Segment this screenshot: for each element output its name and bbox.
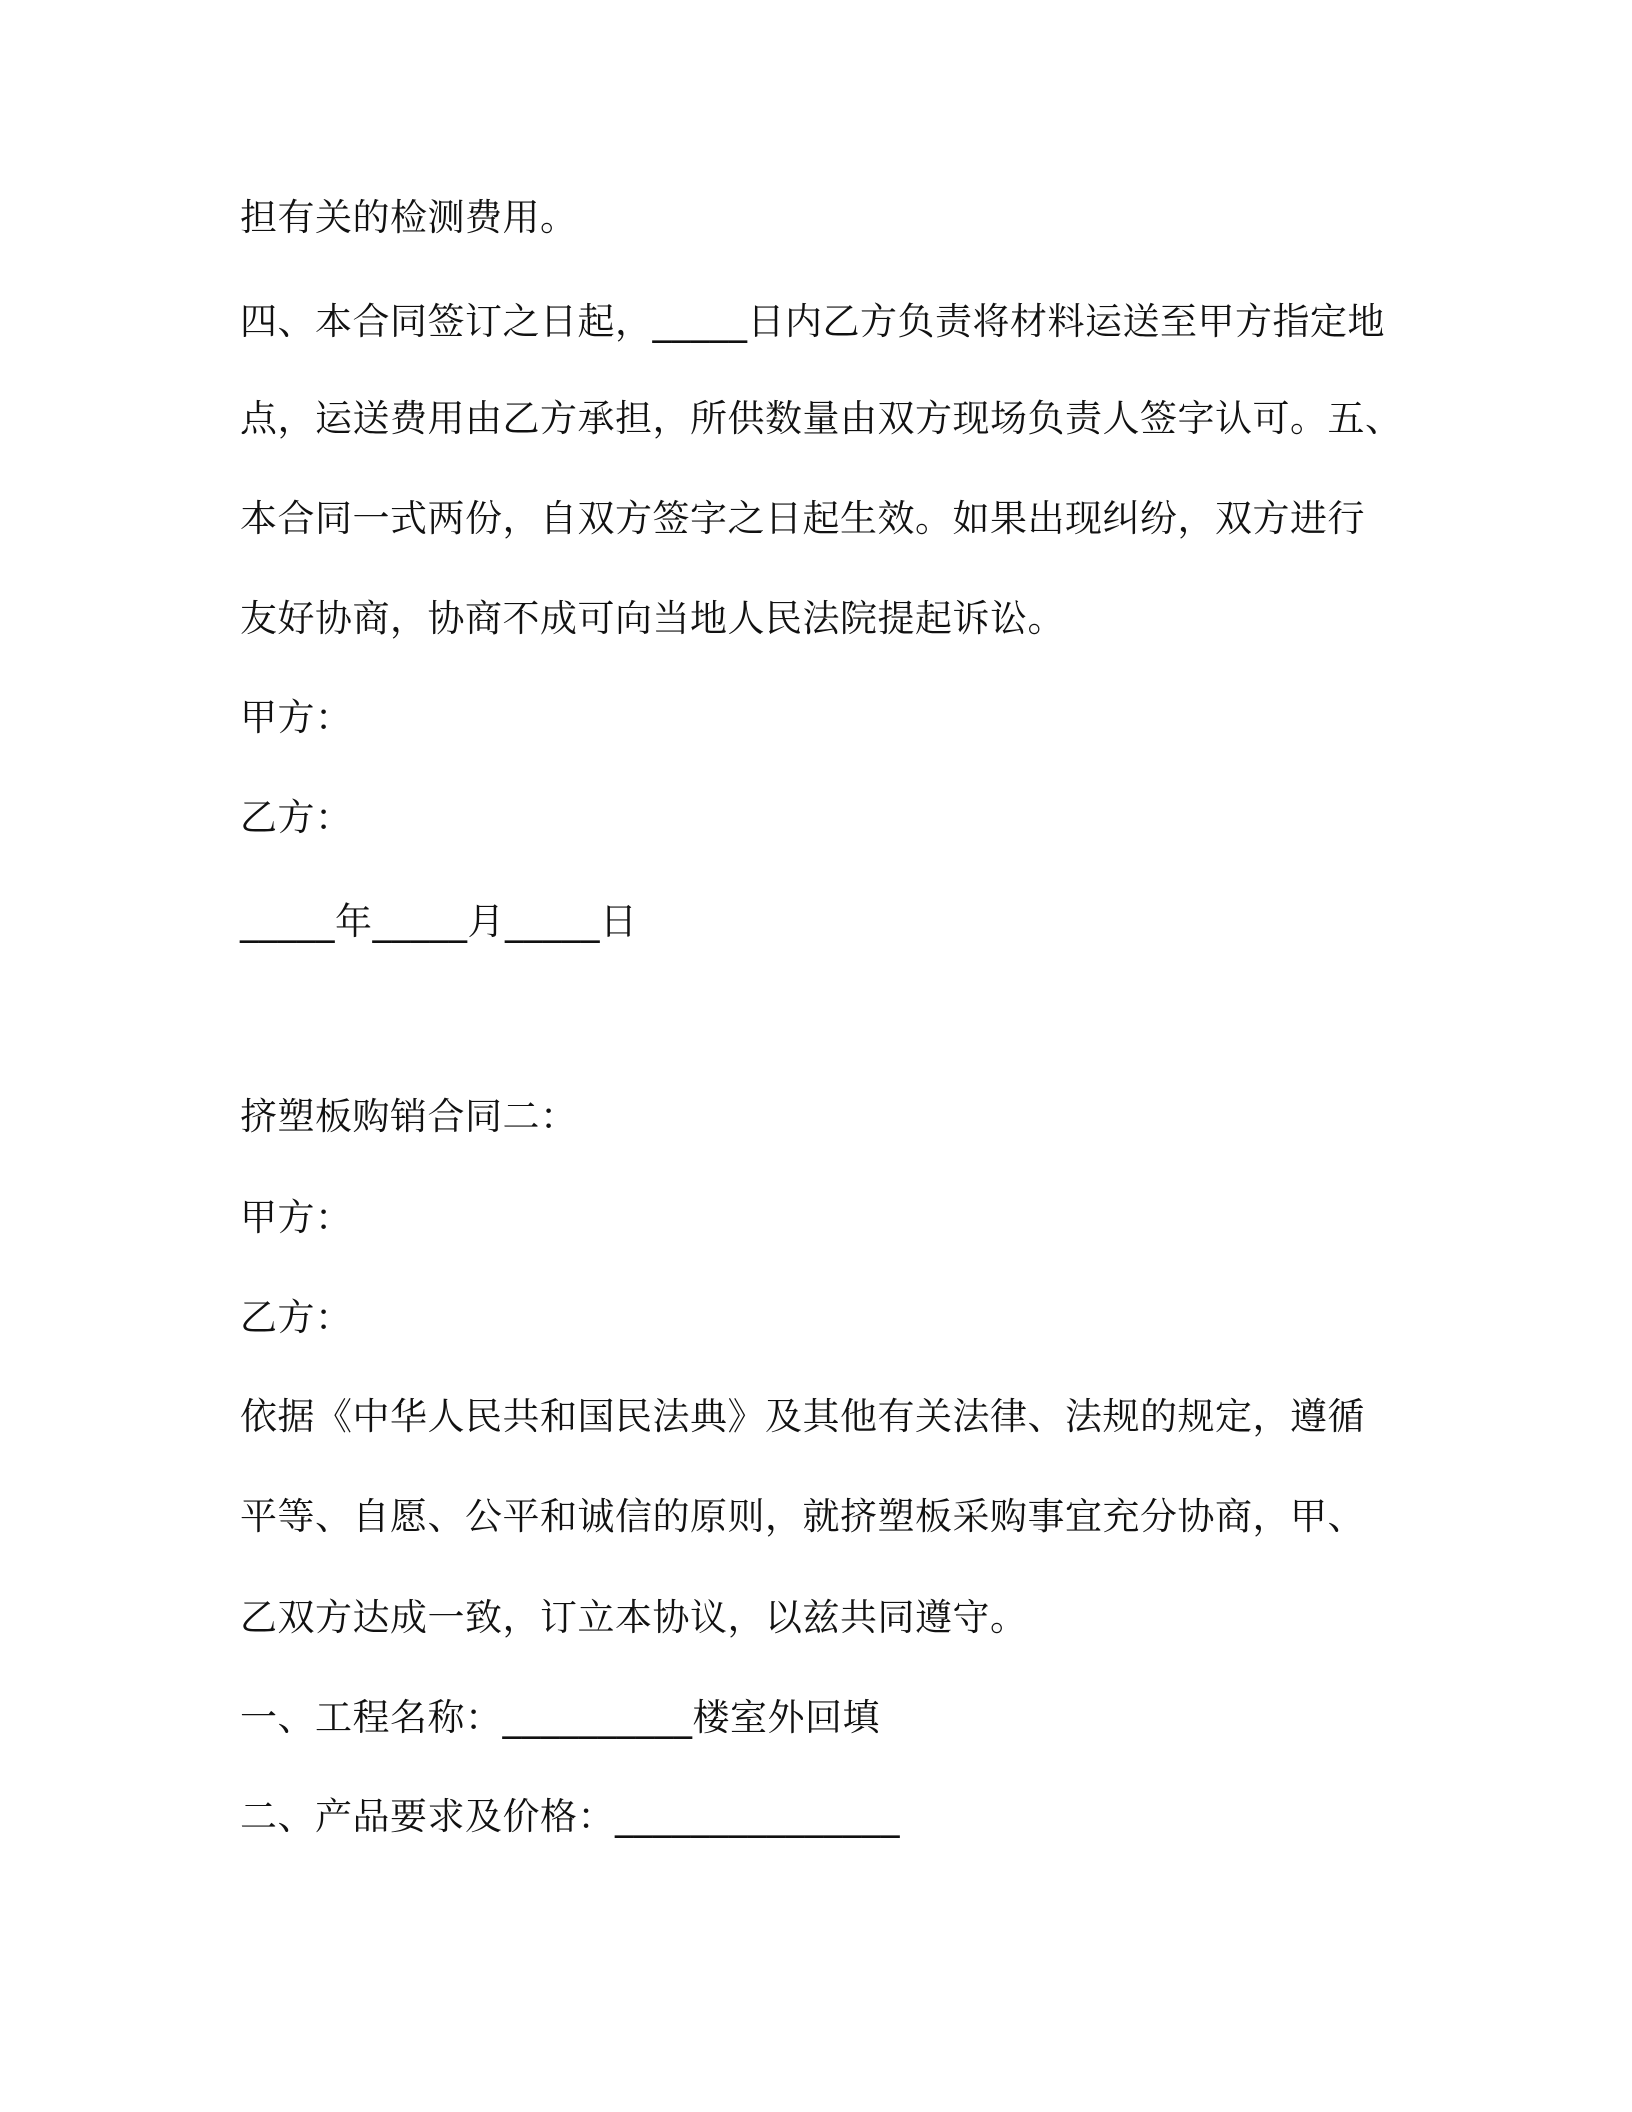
text-line: 友好协商，协商不成可向当地人民法院提起诉讼。: [240, 597, 1065, 640]
text-line: 本合同一式两份，自双方签字之日起生效。如果出现纠纷，双方进行: [240, 497, 1365, 540]
text-line: 担有关的检测费用。: [240, 196, 578, 239]
text-line: 点，运送费用由乙方承担，所供数量由双方现场负责人签字认可。五、: [240, 397, 1403, 440]
text-line: 平等、自愿、公平和诚信的原则，就挤塑板采购事宜充分协商，甲、: [240, 1495, 1365, 1538]
text-line: 一、工程名称：__________楼室外回填: [240, 1696, 880, 1739]
text-line: 二、产品要求及价格：_______________: [240, 1795, 900, 1838]
text-line: 乙方：: [240, 1296, 353, 1339]
text-line: 乙双方达成一致，订立本协议，以兹共同遵守。: [240, 1596, 1028, 1639]
text-line: 乙方：: [240, 796, 353, 839]
text-line: 甲方：: [240, 696, 353, 739]
text-line: 四、本合同签订之日起，_____日内乙方负责将材料运送至甲方指定地: [240, 300, 1385, 343]
text-line: 甲方：: [240, 1196, 353, 1239]
date-line: _____年_____月_____日: [240, 900, 638, 943]
section-title: 挤塑板购销合同二：: [240, 1095, 578, 1138]
text-line: 依据《中华人民共和国民法典》及其他有关法律、法规的规定，遵循: [240, 1395, 1365, 1438]
